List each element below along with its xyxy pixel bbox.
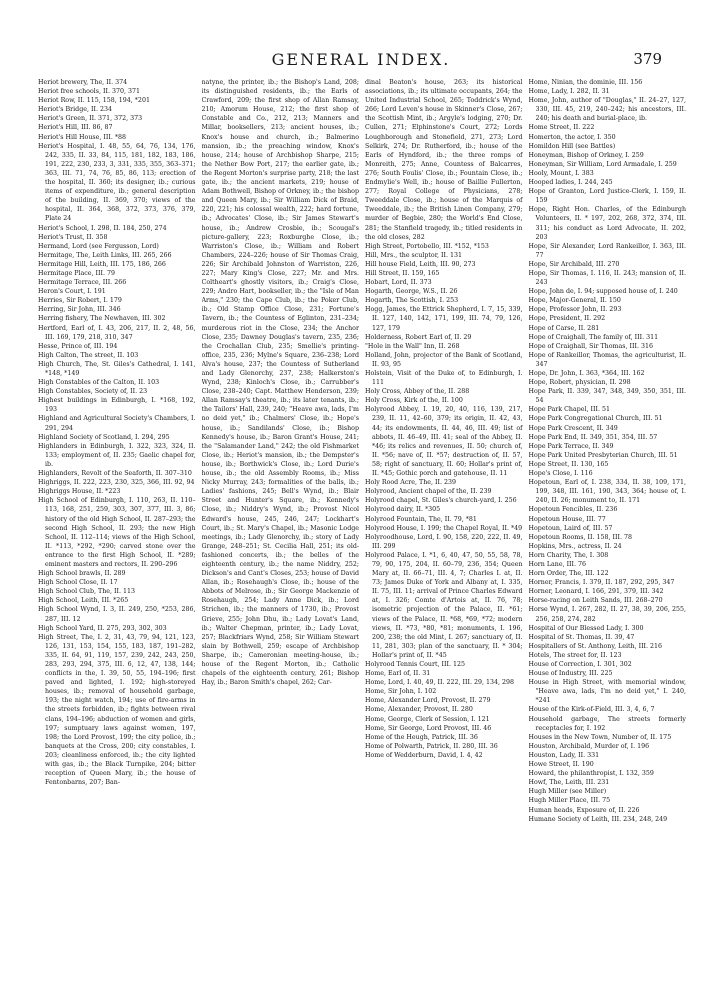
- index-entry: Hospital of St. Thomas, II. 39, 47: [528, 633, 635, 641]
- index-entry: Holyrood Abbey, I. 19, 20, 40, 116, 139, 217, 239, II. 11, 42–60, 379; its origin, II. 42, 43, 44; its endowments, II. 44, 46, III. 49; list of abbots, II. 46–49, III. 41; seal of the Abbey, II. *46; its relics and revenues, II. 50; church of, II. *56; nave of, II. *57; destruction of, II. 57, 58; right of sanctuary, II. 60; Hollar's print of, II. *45; Gothic porch and gatehouse, II. 11: [365, 406, 523, 478]
- index-entry: High School, Leith, III. *265: [38, 597, 129, 605]
- index-entry: Hogarth, The Scottish, I. 253: [365, 297, 459, 305]
- index-entry: Hugh Miller (see Miller): [528, 788, 607, 796]
- index-entry: Hope Park, II. 339, 347, 348, 349, 350, 351, III. 54: [528, 388, 686, 405]
- index-entry: Holstein, Visit of the Duke of, to Edinburgh, I. 111: [365, 370, 523, 387]
- index-entry: Hope's Close, I. 116: [528, 470, 593, 478]
- index-entry: Hotels, The street for, II. 123: [528, 651, 622, 659]
- index-entry: Hesse, Prince of, III. 194: [38, 342, 118, 350]
- index-entry: Hope Park Chapel, III. 51: [528, 406, 610, 414]
- index-entry: Heriot's Trust, II. 358: [38, 233, 108, 241]
- index-entry: Howf, The, Leith, III. 231: [528, 779, 610, 787]
- index-entry: Home, Alexander, Provost, II. 280: [365, 706, 473, 714]
- index-entry: Heriot's Green, II. 371, 372, 373: [38, 115, 143, 123]
- index-entry: Horn Charity, The, I. 308: [528, 551, 609, 559]
- index-entry: House of the Kirk-of-Field, III. 3, 4, 6, 7: [528, 706, 655, 714]
- index-column-4: [529, 78, 687, 983]
- index-entry: Herring, Sir John, III. 346: [38, 306, 121, 314]
- index-entry: Holy Rood Acre, The, II. 239: [365, 479, 457, 487]
- index-entry: Hobart, Lord, II. 373: [365, 279, 432, 287]
- index-entry: Hill, Mrs., the sculptor, II. 131: [365, 251, 463, 259]
- index-entry: Home, Ninian, the dominie, III. 156: [528, 79, 643, 86]
- index-entry: Heriot brewery, The, II. 374: [38, 79, 128, 86]
- index-entry: Hermitage Place, III. 79: [38, 269, 115, 277]
- index-entry: Herring fishery, The Newhaven, III. 302: [38, 315, 166, 323]
- index-entry: Home of the Heugh, Patrick, III. 36: [365, 733, 478, 741]
- index-entry: Hope Park Crescent, II. 349: [528, 424, 618, 432]
- index-entry: Hope, John de, I. 94; supposed house of, I. 240: [528, 288, 678, 296]
- index-entry: Herries, Sir Robert, I. 179: [38, 297, 122, 305]
- index-entry: Human heads, Exposure of, II. 226: [528, 806, 640, 814]
- index-entry: Hope, President, II. 292: [528, 315, 606, 323]
- index-entry: Home Street, II. 222: [528, 124, 595, 132]
- index-column-3: [365, 78, 523, 983]
- index-entry: High School Close, II. 17: [38, 579, 118, 587]
- index-entry: Hogarth, George, W.S., II. 26: [365, 288, 458, 296]
- index-entry: Holyrood, Ancient chapel of the, II. 239: [365, 488, 492, 496]
- index-entry: Holy Cross, Abbey of the, II. 288: [365, 388, 470, 396]
- index-entry: Howe Street, II. 190: [528, 761, 594, 769]
- index-entry: "Hole in the Wall" Inn, II. 268: [365, 342, 460, 350]
- index-entry: Hogg, James, the Ettrick Shepherd, I. 7, 15, 339, II. 127, 140, 142, 171, 199, III. 74, 79, 126, 127, 179: [365, 306, 523, 332]
- index-entry: Hope of Craighall, Sir Thomas, III. 316: [528, 342, 653, 350]
- index-entry: Houston, Lady, II. 331: [528, 751, 600, 759]
- index-entry: Hope, Sir Archibald, III. 270: [528, 260, 620, 268]
- index-entry: Hope Park Congregational Church, III. 51: [528, 415, 663, 423]
- index-entry: House of Industry, III. 225: [528, 670, 613, 678]
- index-entry: Hopkins, Mrs., actress, II. 24: [528, 542, 622, 550]
- index-entry: Heriot's Bridge, II. 234: [38, 106, 112, 114]
- index-entry: Heriot's Hill, III. 86, 87: [38, 124, 113, 132]
- index-entry: High School Wynd, I. 3, II. 249, 250, *253, 286, 287, III. 12: [38, 606, 196, 623]
- index-entry: Hope, Professor John, II. 293: [528, 306, 622, 314]
- index-entry: Highlanders in Edinburgh, I. 322, 323, 324, II. 133; employment of, II. 235; Gaelic chapel for, ib.: [38, 442, 196, 468]
- index-entry: Hugh Miller Place, III. 75: [528, 797, 611, 805]
- index-entry: Heriot free schools, II. 370, 371: [38, 88, 141, 96]
- index-entry: Holyrood House, I. 199; the Chapel Royal, II. *49: [365, 524, 523, 532]
- index-entry: Hope, Dr. John, I. 363, *364, III. 162: [528, 370, 645, 377]
- index-entry: Home, Lady, I. 282, II. 31: [528, 88, 610, 96]
- index-entry: Horse Wynd, I. 267, 282, II. 27, 38, 39, 206, 255, 256, 258, 274, 282: [528, 606, 686, 623]
- index-entry: Holyrood Palace, I. *1, 6, 40, 47, 50, 55, 58, 78, 79, 90, 175, 204, II. 60–79, 236, 354; Queen Mary at, II. 66–71, III. 4, 7; Charles I. at, II. 73; James Duke of York and Albany at, I. 335, II. 75, III. 11; arrival of Prince Charles Edward at, I. 326; Comte d'Artois at, II. 76, 78; isometric projection of the Palace, II. *61; views of the Palace, II. *68, *69, *72; modern views, II. *73, *80, *81; monuments, I. 196, 200, 238; the old Mint, I. 267; sanctuary of, II. 11, 281, 303; plan of the sanctuary, II. * 304; Hollar's print of, II. *45: [365, 551, 523, 659]
- index-entry: Hope of Craighall, The family of, III. 311: [528, 333, 659, 341]
- index-entry: Household garbage, The streets formerly receptacles for, I. 192: [528, 715, 686, 732]
- index-entry: Holyroodhouse, Lord, I. 90, 158, 220, 222, II. 49, III. 299: [365, 533, 523, 550]
- index-entry: Home, Lord, I. 40, 49, II. 222, III. 29, 134, 298: [365, 679, 515, 687]
- index-entry: Home, Sir George, Lord Provost, III. 46: [365, 724, 492, 732]
- index-entry: Hope, Right Hon. Charles, of the Edinburgh Volunteers, II. * 197, 202, 268, 372, 374, III. 311; his conduct as Lord Advocate, II. 202, 203: [528, 206, 686, 241]
- index-entry: Hope Street, II. 130, 165: [528, 460, 609, 468]
- index-entry: Horn Lane, III. 76: [528, 560, 587, 568]
- index-entry: High School Club, The, II. 113: [38, 588, 135, 596]
- index-entry: Hooped ladies, I. 244, 245: [528, 179, 613, 187]
- index-entry: Hope, Robert, physician, II. 298: [528, 379, 631, 387]
- index-entry: Heriot's School, I. 298, II. 184, 250, 274: [38, 224, 167, 232]
- index-entry: Hospital of Our Blessed Lady, I. 300: [528, 624, 644, 632]
- index-entry: dinal Beaton's house, 263; its historical associations, ib.; its ultimate occupants, 264; the United Industrial School, 265; Toddrick's Wynd, 266; Lord Leven's house in Skinner's Close, 267; the Scottish Mint, ib.; Argyle's lodging, 270; Dr. Cullen, 271; Elphinstone's Court, 272; Lords Loughborough and Stonefield, 271, 273; Lord Selkirk, 274; Dr. Rutherford, ib.; house of the Earls of Hyndford, ib.; the three romps of Monreith, 275; Anne, Countess of Balcarres, 276; South Foulis' Close, ib.; Fountain Close, ib.; Endmylie's Well, ib.; house of Baillie Fullerton, 277; Royal College of Physicians, 278; Tweeddale Close, ib.; house of the Marquis of Tweeddale, ib.; the British Linen Company, 279; murder of Begbie, 280; the World's End Close, 281; the Stanfield tragedy, ib.; titled residents in the old closes, 282: [365, 79, 523, 241]
- index-entry: Homildon Hill (see Battles): [528, 142, 616, 150]
- index-entry: Home of Polwarth, Patrick, II. 280, III. 36: [365, 742, 498, 750]
- index-entry: Highlanders, Revolt of the Seaforth, II. 307–310: [38, 470, 192, 478]
- index-entry: House of Correction, I. 301, 302: [528, 661, 632, 668]
- index-entry: Hopetoun Rooms, II. 158, III. 78: [528, 533, 632, 541]
- index-entry: Holyrood dairy, II. *305: [365, 506, 441, 514]
- index-entry: Hospitallers of St. Anthony, Leith, III. 216: [528, 642, 663, 650]
- index-entry: Howard, the philanthropist, I. 132, 359: [528, 770, 654, 778]
- index-column-1: [38, 78, 196, 983]
- index-entry: Hopetoun House, III. 77: [528, 515, 606, 523]
- index-entry: High Street, Portobello, III. *152, *153: [365, 242, 489, 250]
- index-entry: Highland and Agricultural Society's Chambers, I. 291, 294: [38, 415, 196, 432]
- index-entry: Heron's Court, I. 191: [38, 288, 106, 296]
- index-entry: Hope Park Terrace, II. 349: [528, 442, 614, 450]
- index-entry: Holyrood chapel, St. Giles's church-yard, I. 256: [365, 497, 517, 505]
- index-entry: Hope of Rankeillor, Thomas, the agriculturist, II. 347: [528, 351, 686, 368]
- index-entry: Horn Order, The, III. 122: [528, 570, 609, 578]
- index-entry: Heriot Row, II. 115, 158, 194, *201: [38, 97, 150, 105]
- index-entry: Home of Wedderburn, David, I. 4, 42: [365, 751, 483, 759]
- index-entry: Heriot's Hill House, III. *88: [38, 133, 126, 141]
- index-entry: Hill Street, II. 159, 165: [365, 269, 440, 277]
- index-entry: Homerton, the actor, I. 350: [528, 133, 616, 141]
- index-entry: Home, Earl of, II. 31: [365, 670, 431, 678]
- index-entry: Hopetoun, Earl of, I. 238, 334, II. 38, 109, 171, 199, 348, III. 161, 190, 343, 364; house of, I. 240, II. 26; monument to, II. 171: [528, 479, 686, 505]
- index-column-2: [202, 78, 360, 983]
- index-entry: Houston, Archibald, Murder of, I. 196: [528, 742, 650, 750]
- index-entry: High Constables of the Calton, II. 103: [38, 379, 160, 387]
- index-entry: High Calton, The street, II. 103: [38, 351, 139, 359]
- index-entry: Hopetoun Fencibles, II. 236: [528, 506, 618, 514]
- index-entry: Holderness, Robert Earl of, II. 29: [365, 333, 472, 341]
- index-columns: [38, 78, 686, 983]
- index-entry: Hope of Granton, Lord Justice-Clerk, I. 159, II. 159: [528, 188, 686, 205]
- index-entry: Hopetoun, Laird of, III. 57: [528, 524, 613, 532]
- index-entry: Horse-racing on Leith Sands, III. 268–270: [528, 597, 663, 605]
- index-entry: Hertford, Earl of, I. 43, 206, 217, II. 2, 48, 56, III. 169, 179, 218, 310, 347: [38, 324, 196, 341]
- index-entry: Hope, Sir Thomas, I. 116, II. 243; mansion of, II. 243: [528, 269, 686, 287]
- index-entry: Highriggs, II. 222, 223, 230, 325, 366, III. 92, 94: [38, 479, 195, 487]
- index-entry: Hermitage, The, Leith Links, III. 265, 266: [38, 251, 172, 259]
- index-entry: Holland, John, projector of the Bank of Scotland, II. 93, 95: [365, 351, 523, 368]
- index-entry: House in High Street, with memorial window, "Heave awa, lads, I'm no deid yet," I. 240, *241: [528, 679, 686, 705]
- index-entry: Holy Cross, Kirk of the, II. 100: [365, 397, 463, 405]
- index-entry: High School of Edinburgh, I. 110, 263, II. 110–113, 168, 251, 259, 303, 307, 377, III. 3, 86; history of the old High School, II. 287–293; the second High School, II. 293; the new High School, II. 112–114; views of the High School, II. *113, *292, *290; carved stone over the entrance to the first High School, II. *289; eminent masters and rectors, II. 290–296: [38, 497, 196, 568]
- index-entry: Horner, Leonard, I. 166, 291, 379, III. 342: [528, 588, 664, 596]
- index-entry: natyne, the printer, ib.; the Bishop's Land, 208; its distinguished residents, ib.; the Earls of Crawford, 209; the first shop of Allan Ramsay, 210; Amorum House, 212; the first shop of Constable and Co., 212, 213; Manners and Millar, booksellers, 213; ancient houses, ib.; Knox's house and church, ib.; Balmerino mansion, ib.; the preaching window, Knox's house, 214; house of Archbishop Sharpe, 215; the Nether Bow Port, 217; the earlier gate, ib.; the Regent Morton's surprise party, 218; the last gate, ib.; the ancient markets, 219; house of Adam Bothwell, Bishop of Orkney, ib.; the bishop and Queen Mary, ib.; Sir William Dick of Braid, 220, 221; his colossal wealth, 222; hard fortune, ib.; Advocates' Close, ib.; Sir James Stewart's house, ib.; Andrew Crosbie, ib.; Scougal's picture-gallery, 223; Roxburghe Close, ib.; Warriston's Close, ib.; William and Robert Chambers, 224–226; house of Sir Thomas Craig, 226; Sir Archibald Johnston of Warriston, 226, 227; Mary King's Close, 227; Mr. and Mrs. Coltheart's ghostly visitors, ib.; Craig's Close, 229; Andro Hart, bookseller, ib.; the "Isle of Man Arms," 230; the Cape Club, ib.; the Poker Club, ib.; Old Stamp Office Close, 231; Fortune's Tavern, ib.; the Countess of Eglinton, 231–234; murderous riot in the Close, 234; the Anchor Close, 235; Dawney Douglas's tavern, 235, 236; the Crochallan Club, 235; Smellie's printing-office, 235, 236; Mylne's Square, 236–238; Lord Alva's house, 237; the Countess of Sutherland and Lady Glenorchy, 237, 238; Halkerston's Wynd, 238; Kinloch's Close, ib.; Carrubber's Close, 238–240; Capt. Matthew Henderson, 239; Allan Ramsay's theatre, ib.; its later tenants, ib.; the Tailors' Hall, 239, 240; "Heave awa, lads, I'm no deid yet," ib.; Chalmers' Close, ib.; Hope's house, ib.; Sandilands' Close, ib.; Bishop Kennedy's house, ib.; Baron Grant's House, 241; the "Salamander Land," 242; the old Fishmarket Close, ib.; Heriot's mansion, ib.; the Dempster's house, ib.; Borthwick's Close, ib.; Lord Durie's house, ib.; the old Assembly Rooms, ib.; Miss Nicky Murray, 243; formalities of the balls, ib.; Ladies' fashions, 245; Bell's Wynd, ib.; Blair Street and Hunter's Square, ib.; Kennedy's Close, ib.; Niddry's Wynd, ib.; Provost Nicol Edward's house, 245, 246, 247; Lockhart's Court, ib.; St. Mary's Chapel, ib.; Masonic Lodge meetings, ib.; Lady Glenorchy, ib.; story of Lady Grange, 248–251; St. Cecilia Hall, 251; its old-fashioned concerts, ib.; the belles of the eighteenth century, ib.; the name Niddry, 252; Dickson's and Cant's Closes, 253; house of David Allan, ib.; Rosehaugh's Close, ib.; house of the Abbots of Melrose, ib.; Sir George Mackenzie of Rosehaugh, 254; Lady Anne Dick, ib.; Lord Strichen, ib.; the manners of 1730, ib.; Provost Grieve, 255; John Dhu, ib.; Lady Lovat's Land, ib.; Walter Chepman, printer, ib.; Lady Lovat, 257; Blackfriars Wynd, 258; Sir William Stewart slain by Bothwell, 259; escape of Archbishop Sharpe, ib.; Cameronian meeting-house, ib.; house of the Regent Morton, ib.; Catholic chapels of the eighteenth century, 261; Bishop Hay, ib.; Baron Smith's chapel, 262; Car-: [201, 79, 359, 687]
- index-entry: Hope, Major-General, II. 150: [528, 297, 621, 305]
- index-entry: Home, George, Clerk of Session, I. 121: [365, 715, 490, 723]
- index-entry: Hermitage Terrace, III. 266: [38, 279, 127, 287]
- index-entry: High School brawls, II. 289: [38, 570, 126, 578]
- index-entry: Holyrood Tennis Court, III. 125: [365, 661, 465, 668]
- index-entry: Hope Park United Presbyterian Church, III. 51: [528, 451, 678, 459]
- index-entry: Hope Park End, II. 349, 351, 354, III. 57: [528, 433, 658, 441]
- page-title: GENERAL INDEX.: [271, 50, 451, 69]
- index-entry: Humane Society of Leith, III. 234, 248, 249: [528, 815, 668, 823]
- index-entry: Hermand, Lord (see Fergusson, Lord): [38, 242, 159, 250]
- index-entry: Highest buildings in Edinburgh, I. *168, 192, 193: [38, 397, 196, 414]
- index-entry: Home, Sir John, I. 102: [365, 688, 437, 696]
- page-number: 379: [633, 50, 662, 68]
- index-entry: High School Yard, II. 275, 293, 302, 303: [38, 624, 167, 632]
- index-entry: High Constables, Society of, II. 23: [38, 388, 148, 396]
- page-header: [0, 0, 722, 69]
- index-entry: Honeyman, Sir William, Lord Armadale, I. 259: [528, 160, 677, 168]
- index-entry: Heriot's Hospital, I. 48, 55, 64, 76, 134, 176, 242, 335, II. 33, 84, 115, 181, 182, 183, 186, 191, 222, 230, 233, 3, 331, 335, 355, 363–371; 363, III. 71, 74, 76, 85, 86, 113; erection of the hospital, II. 360; its designer, ib.; curious items of expenditure, ib.; general description of the building, II. 369, 370; views of the hospital, II. 364, 368, 372, 373, 376, 379, Plate 24: [38, 142, 196, 223]
- index-entry: Home, Alexander Lord, Provost, II. 279: [365, 697, 491, 705]
- index-entry: High Church, The, St. Giles's Cathedral, I. 141, *148, *149: [38, 360, 196, 377]
- index-entry: High Street, The, I. 2, 31, 43, 79, 94, 121, 123, 126, 131, 153, 154, 155, 183, 187, 191–282, 335, II. 64, 91, 119, 157, 239, 242, 243, 250, 283, 293, 294, 375, III. 6, 12, 47, 138, 144; conflicts in the, I. 39, 50, 55, 194–196; first paved and lighted, I. 192; high-storeyed houses, ib.; removal of household garbage, 193; the night watch, 194; use of fire-arms in the streets forbidden, ib.; fights between rival clans, 194–196; abduction of women and girls, 197; sumptuary laws against women, 197, 198; the Lord Provost, 199; the city police, ib.; banquets at the Cross, 200; city constables, I. 203; cleanliness enforced, ib.; the city lighted with gas, ib.; the Black Turnpike, 204; bitter reception of Queen Mary, ib.; the house of Fentonbarns, 207; Ban-: [38, 633, 196, 787]
- index-entry: Horner, Francis, I. 379, II. 187, 292, 295, 347: [528, 579, 675, 587]
- index-entry: Highland Society of Scotland, I. 294, 295: [38, 433, 170, 441]
- index-entry: Houses in the New Town, Number of, II. 175: [528, 733, 672, 741]
- index-entry: Hope, Sir Alexander, Lord Rankeillor, I. 363, III. 77: [528, 242, 686, 259]
- index-entry: Home, John, author of "Douglas," II. 24–27, 127, 330, III. 45, 219, 240–242; his ancestors, III. 240; his death and burial-place, ib.: [528, 97, 686, 123]
- index-entry: Highriggs House, II. *223: [38, 488, 121, 496]
- index-entry: Hope of Carse, II. 281: [528, 324, 600, 332]
- index-entry: Hermitage Hill, Leith, III. 175, 186, 266: [38, 260, 166, 268]
- index-entry: Hooly, Mount, I. 383: [528, 169, 594, 177]
- index-entry: Hill house Field, Leith, III. 90, 273: [365, 260, 476, 268]
- index-entry: Honeyman, Bishop of Orkney, I. 259: [528, 151, 644, 159]
- index-entry: Holyrood Fountain, The, II. 79, *81: [365, 515, 477, 523]
